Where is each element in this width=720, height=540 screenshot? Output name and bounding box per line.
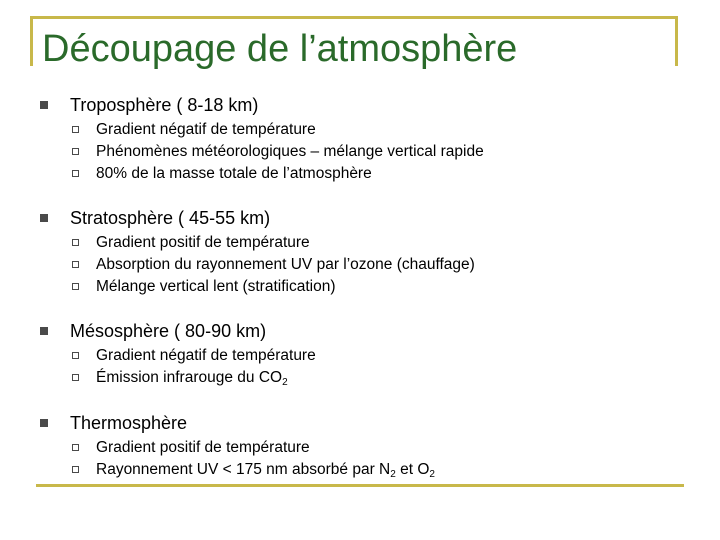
heading-text: Thermosphère [70, 413, 188, 433]
checkbox-bullet-icon [72, 239, 79, 246]
item-text [96, 367, 288, 389]
checkbox-bullet-icon [72, 126, 79, 133]
checkbox-bullet-icon [72, 148, 79, 155]
item-text: Gradient positif de température [96, 234, 310, 251]
frame-bottom-line [36, 484, 684, 487]
slide-title: Découpage de l’atmosphère [42, 28, 518, 70]
frame-right-line [675, 16, 678, 66]
item-text: Absorption du rayonnement UV par l’ozone (chauffage) [96, 256, 475, 273]
checkbox-bullet-icon [72, 352, 79, 359]
square-bullet-icon [40, 327, 48, 335]
checkbox-bullet-icon [72, 444, 79, 451]
square-bullet-icon [40, 101, 48, 109]
item-text: Gradient négatif de température [96, 121, 316, 138]
item-text-main: Rayonnement UV < 175 nm absorbé par N [96, 461, 391, 478]
square-bullet-icon [40, 419, 48, 427]
item-text [96, 459, 435, 481]
frame-left-line [30, 16, 33, 66]
square-bullet-icon [40, 214, 48, 222]
item-text: Mélange vertical lent (stratification) [96, 278, 336, 295]
checkbox-bullet-icon [72, 466, 79, 473]
heading-text: Mésosphère ( 80-90 km) [70, 321, 267, 341]
checkbox-bullet-icon [72, 170, 79, 177]
frame-top-line [30, 16, 678, 19]
item-text-main: Émission infrarouge du CO [96, 369, 283, 386]
checkbox-bullet-icon [72, 283, 79, 290]
subscript: 2 [282, 377, 288, 388]
checkbox-bullet-icon [72, 374, 79, 381]
heading-text: Stratosphère ( 45-55 km) [70, 208, 271, 228]
subscript: 2 [429, 469, 435, 480]
checkbox-bullet-icon [72, 261, 79, 268]
subscript: 2 [390, 469, 396, 480]
item-text: Phénomènes météorologiques – mélange vertical rapide [96, 143, 484, 160]
item-text-cont: et O [395, 461, 430, 478]
item-text: 80% de la masse totale de l’atmosphère [96, 165, 372, 182]
item-text: Gradient négatif de température [96, 347, 316, 364]
item-text: Gradient positif de température [96, 439, 310, 456]
heading-text: Troposphère ( 8-18 km) [70, 95, 259, 115]
